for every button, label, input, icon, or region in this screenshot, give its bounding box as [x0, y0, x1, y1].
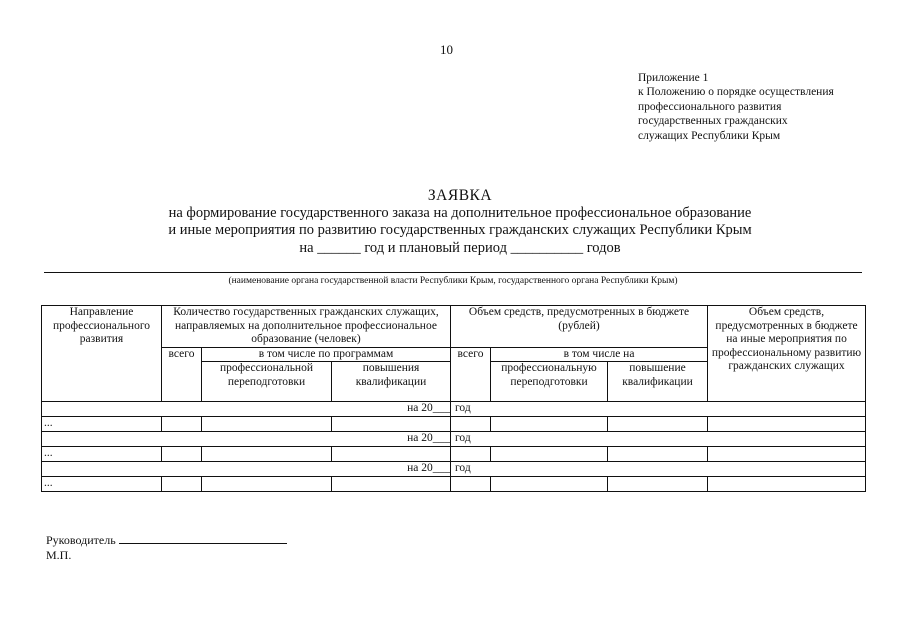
table-cell[interactable]: [608, 417, 708, 432]
appendix-line: служащих Республики Крым: [638, 129, 781, 142]
org-name-line: [44, 272, 862, 273]
row-direction-cell[interactable]: ...: [42, 447, 162, 462]
document-subtitle: и иные мероприятия по развитию государственных гражданских служащих Республики Крым: [168, 222, 752, 239]
table-cell[interactable]: [608, 447, 708, 462]
org-name-caption: (наименование органа государственной власти Республики Крым, государственного органа Республики Крым): [228, 276, 678, 286]
table-row: [42, 477, 866, 492]
year-label: на 20___: [42, 462, 451, 477]
col-header-direction: Направление профессионального развития: [42, 306, 162, 402]
subheader-qualification: повышения квалификации: [332, 362, 451, 402]
table-cell[interactable]: [491, 477, 608, 492]
subheader-total: всего: [451, 347, 491, 402]
head-signature-line: [46, 532, 287, 548]
table-cell[interactable]: [451, 417, 491, 432]
year-row: [42, 432, 866, 447]
subheader-retraining: профессиональной переподготовки: [202, 362, 332, 402]
table-cell[interactable]: [491, 447, 608, 462]
table-cell[interactable]: [332, 417, 451, 432]
table-cell[interactable]: [451, 477, 491, 492]
col-header-other: Объем средств, предусмотренных в бюджете на иные мероприятия по профессиональному развитию гражданских служащих: [708, 306, 866, 402]
subheader-including-programs: в том числе по программам: [202, 347, 451, 362]
table-cell[interactable]: [608, 477, 708, 492]
table-cell[interactable]: [708, 447, 866, 462]
table-cell[interactable]: [708, 417, 866, 432]
year-word: год: [451, 462, 866, 477]
year-word: год: [451, 432, 866, 447]
appendix-line: профессионального развития: [638, 100, 782, 113]
table-cell[interactable]: [162, 417, 202, 432]
appendix-line: Приложение 1: [638, 72, 709, 84]
table-row: [42, 447, 866, 462]
table-cell[interactable]: [202, 447, 332, 462]
col-header-count: Количество государственных гражданских служащих, направляемых на дополнительное профессиональное образование (человек): [162, 306, 451, 348]
subheader-including: в том числе на: [491, 347, 708, 362]
table-cell[interactable]: [202, 477, 332, 492]
page-number: 10: [440, 42, 453, 57]
document-heading: [60, 187, 860, 257]
year-label: на 20___: [42, 432, 451, 447]
signature-field[interactable]: [119, 532, 287, 544]
stamp-label: М.П.: [46, 548, 72, 562]
col-header-budget: Объем средств, предусмотренных в бюджете (рублей): [451, 306, 708, 348]
table-cell[interactable]: [708, 477, 866, 492]
document-subtitle: на формирование государственного заказа на дополнительное профессиональное образование: [168, 205, 752, 222]
appendix-line: государственных гражданских: [638, 115, 788, 128]
year-row: [42, 402, 866, 417]
table-cell[interactable]: [451, 447, 491, 462]
year-row: [42, 462, 866, 477]
row-direction-cell[interactable]: ...: [42, 417, 162, 432]
table-cell[interactable]: [202, 417, 332, 432]
table-cell[interactable]: [332, 477, 451, 492]
subheader-total: всего: [162, 347, 202, 402]
subheader-qualification: повышение квалификации: [608, 362, 708, 402]
year-label: на 20___: [42, 402, 451, 417]
year-word: год: [451, 402, 866, 417]
subheader-retraining: профессиональную переподготовки: [491, 362, 608, 402]
document-subtitle: на ______ год и плановый период __________ годов: [299, 239, 621, 256]
table-header-row: [42, 306, 866, 348]
table-cell[interactable]: [491, 417, 608, 432]
request-table: [41, 305, 866, 492]
table-cell[interactable]: [332, 447, 451, 462]
appendix-line: к Положению о порядке осуществления: [638, 86, 834, 99]
document-title: ЗАЯВКА: [427, 187, 493, 204]
appendix-reference: [638, 71, 888, 143]
table-cell[interactable]: [162, 477, 202, 492]
signature-block: [46, 532, 287, 563]
head-label: Руководитель: [46, 533, 116, 547]
table-cell[interactable]: [162, 447, 202, 462]
row-direction-cell[interactable]: ...: [42, 477, 162, 492]
table-row: [42, 417, 866, 432]
